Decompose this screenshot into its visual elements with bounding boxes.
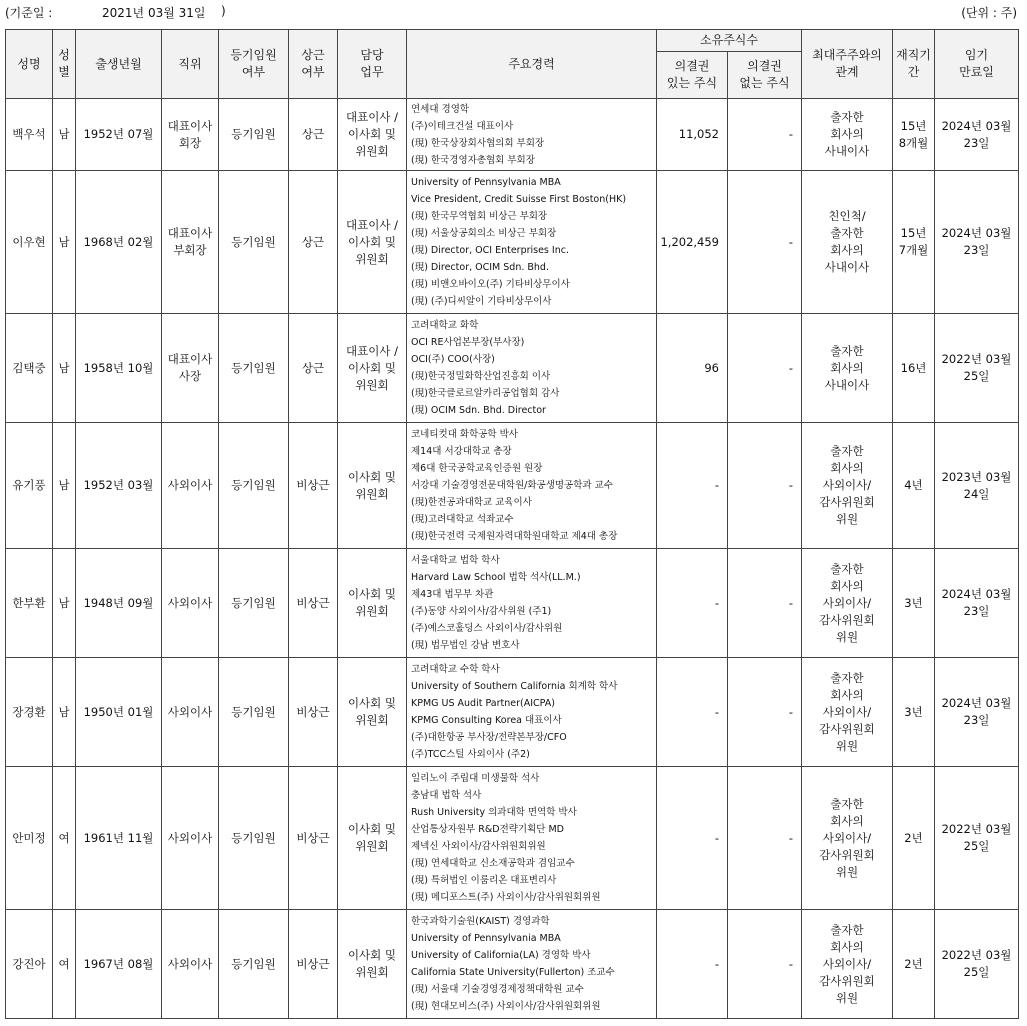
cell-nonvoting: - [728,99,802,171]
col-duty: 담당 업무 [338,30,407,99]
cell-tenure-line: 8개월 [898,135,929,150]
cell-position [162,658,219,767]
col-fulltime: 상근 여부 [289,30,338,99]
cell-career [407,99,657,171]
cell-term [935,99,1019,171]
cell-relation-line: 회사의 [830,813,864,828]
cell-relation-line: 사외이사/ [822,595,872,610]
cell-career-line: (現)고려대학교 석좌교수 [411,514,514,525]
cell-voting: 11,052 [657,99,728,171]
cell-tenure [893,99,935,171]
cell-relation-line: 출자한 [830,444,864,458]
cell-relation-line: 회사의 [830,578,864,593]
cell-career-line: University of Pennsylvania MBA [411,177,561,188]
cell-tenure-line: 3년 [904,595,923,610]
cell-tenure [893,658,935,767]
cell-career-line: 제14대 서강대학교 총장 [411,446,512,457]
cell-voting: - [657,767,728,910]
cell-tenure-line: 7개월 [898,243,929,257]
cell-career-line: (現)한국전력 국제원자력대학원대학교 제4대 총장 [411,531,618,542]
cell-relation-line: 위원 [835,990,859,1005]
cell-career-line: 제43대 법무부 차관 [411,589,494,600]
cell-registered: 등기임원 [219,767,289,910]
cell-career-line: 서강대 기술경영전문대학원/화공생명공학과 교수 [411,480,613,491]
cell-fulltime: 상근 [289,171,338,314]
col-voting: 의결권 있는 주식 [657,52,728,99]
cell-duty-line: 위원회 [355,486,389,501]
cell-duty [338,910,407,1019]
cell-career-line: 코네티컷대 화학공학 박사 [411,429,518,440]
cell-gender: 남 [53,658,76,767]
cell-relation-line: 감사위원회 [819,721,875,736]
cell-duty [338,767,407,910]
cell-nonvoting: - [728,423,802,549]
cell-career-line: (現) 비앤오바이오(주) 기타비상무이사 [411,279,570,290]
executive-table [5,29,1019,1019]
cell-relation-line: 위원 [835,738,859,753]
cell-tenure-line: 3년 [904,704,923,719]
cell-relation-line: 사외이사/ [822,830,872,845]
cell-duty-line: 이사회 및 [347,127,397,141]
cell-career-line: (現) Director, OCI Enterprises Inc. [411,245,569,256]
cell-birth: 1961년 11월 [76,767,162,910]
cell-position [162,99,219,171]
cell-term-line: 25일 [963,965,990,979]
cell-voting: 1,202,459 [657,171,728,314]
cell-nonvoting: - [728,171,802,314]
cell-career [407,767,657,910]
cell-relation-line: 출자한 [830,343,864,358]
cell-tenure-line: 2년 [904,830,923,845]
cell-duty-line: 이사회 및 [347,234,397,249]
cell-career-line: 제6대 한국공학교육인증원 원장 [411,463,543,474]
base-date-close: ) [221,4,226,18]
cell-birth: 1948년 09월 [76,549,162,658]
cell-name: 장경환 [6,658,53,767]
cell-position-line: 사외이사 [167,595,213,610]
cell-term-line: 23일 [963,243,990,257]
cell-duty [338,171,407,314]
cell-duty-line: 이사회 및 [347,696,397,710]
cell-relation-line: 출자한 [830,670,864,685]
cell-career-line: (現) 연세대학교 신소재공학과 겸임교수 [411,858,575,869]
cell-registered: 등기임원 [219,658,289,767]
cell-position-line: 사외이사 [167,830,213,845]
table-row [6,549,1019,658]
cell-relation-line: 출자한 [830,796,864,811]
cell-voting: - [657,549,728,658]
cell-career-line: (現) 메디포스트(주) 사외이사/감사위원회위원 [411,892,601,903]
cell-career-line: University of Pennsylvania MBA [411,933,561,944]
cell-relation-line: 출자한 [830,561,864,576]
cell-relation-line: 사내이사 [824,377,870,392]
cell-career [407,910,657,1019]
col-registered: 등기임원 여부 [219,30,289,99]
col-birth: 출생년월 [76,30,162,99]
cell-duty-line: 이사회 및 [347,469,397,484]
cell-name: 한부환 [6,549,53,658]
table-row [6,658,1019,767]
cell-relation-line: 출자한 [830,922,864,937]
cell-career-line: University of Southern California 회계학 학사 [411,681,618,692]
cell-career-line: (現) 서울상공회의소 비상근 부회장 [411,228,557,239]
cell-relation [802,314,893,423]
cell-voting: - [657,910,728,1019]
cell-career-line: (주)대한항공 부사장/전략본부장/CFO [411,732,567,743]
cell-term-line: 2024년 03월 [941,226,1012,240]
cell-position [162,423,219,549]
cell-relation [802,171,893,314]
cell-relation-line: 회사의 [830,360,864,375]
cell-fulltime: 비상근 [289,910,338,1019]
cell-career-line: (現) Director, OCIM Sdn. Bhd. [411,262,549,273]
cell-relation-line: 회사의 [830,939,864,954]
cell-duty [338,423,407,549]
cell-name: 김택중 [6,314,53,423]
cell-nonvoting: - [728,767,802,910]
cell-career-line: University of California(LA) 경영학 박사 [411,950,591,961]
cell-name: 이우현 [6,171,53,314]
cell-relation-line: 회사의 [830,243,864,257]
cell-term [935,549,1019,658]
cell-relation [802,767,893,910]
cell-duty-line: 이사회 및 [347,948,397,962]
cell-career-line: KPMG Consulting Korea 대표이사 [411,715,562,726]
cell-career-line: (現) OCIM Sdn. Bhd. Director [411,405,546,416]
cell-career-line: 고려대학교 화학 [411,320,479,331]
cell-gender: 여 [53,767,76,910]
cell-tenure-line: 16년 [900,360,927,375]
cell-name: 강진아 [6,910,53,1019]
cell-duty-line: 이사회 및 [347,822,397,836]
table-row [6,767,1019,910]
cell-registered: 등기임원 [219,910,289,1019]
cell-nonvoting: - [728,314,802,423]
table-row [6,99,1019,171]
cell-term [935,658,1019,767]
cell-term-line: 23일 [963,713,990,727]
cell-relation-line: 회사의 [830,461,864,475]
cell-relation [802,658,893,767]
cell-fulltime: 비상근 [289,423,338,549]
cell-relation-line: 감사위원회 [819,495,875,509]
cell-term [935,171,1019,314]
cell-term-line: 2023년 03월 [941,469,1012,484]
cell-relation [802,99,893,171]
cell-duty-line: 위원회 [355,604,389,618]
table-row [6,910,1019,1019]
cell-position-line: 대표이사 [167,118,213,133]
cell-relation-line: 사내이사 [824,260,870,274]
cell-career-line: (주)이테크건설 대표이사 [411,120,514,132]
cell-relation [802,549,893,658]
cell-nonvoting: - [728,658,802,767]
cell-career [407,423,657,549]
cell-position-line: 대표이사 [167,352,213,366]
cell-tenure [893,423,935,549]
cell-term [935,423,1019,549]
cell-position-line: 사외이사 [167,478,213,492]
cell-relation-line: 출자한 [830,110,864,124]
cell-gender: 남 [53,171,76,314]
cell-term-line: 25일 [963,369,990,383]
cell-name: 안미정 [6,767,53,910]
cell-birth: 1958년 10월 [76,314,162,423]
cell-relation-line: 감사위원회 [819,612,875,627]
unit-label: (단위 : 주) [961,6,1017,20]
cell-career-line: 서울대학교 법학 학사 [411,555,500,566]
cell-duty-line: 대표이사 / [346,110,398,124]
cell-birth: 1952년 03월 [76,423,162,549]
cell-career-line: Harvard Law School 법학 석사(LL.M.) [411,572,581,583]
cell-career [407,658,657,767]
cell-fulltime: 상근 [289,314,338,423]
cell-name: 백우석 [6,99,53,171]
col-nonvoting: 의결권 없는 주식 [728,52,802,99]
cell-career-line: (現) 한국무역협회 비상근 부회장 [411,211,548,222]
cell-position [162,767,219,910]
cell-relation [802,910,893,1019]
cell-career-line: (現)한전공과대학교 교육이사 [411,497,532,508]
cell-registered: 등기임원 [219,549,289,658]
cell-fulltime: 상근 [289,99,338,171]
cell-relation-line: 위원 [835,864,859,879]
cell-career-line: California State University(Fullerton) 조교수 [411,967,615,978]
cell-duty-line: 이사회 및 [347,360,397,375]
cell-term-line: 2022년 03월 [941,948,1012,962]
cell-duty-line: 대표이사 / [346,217,398,232]
cell-duty [338,314,407,423]
cell-career-line: KPMG US Audit Partner(AICPA) [411,698,555,709]
cell-duty-line: 위원회 [355,144,389,158]
cell-term-line: 23일 [963,604,990,618]
cell-career [407,171,657,314]
cell-relation-line: 사내이사 [824,144,870,158]
cell-voting: - [657,658,728,767]
cell-registered: 등기임원 [219,314,289,423]
cell-term-line: 2024년 03월 [941,118,1012,133]
cell-duty-line: 위원회 [355,839,389,853]
cell-term-line: 23일 [963,135,990,150]
cell-duty-line: 대표이사 / [346,343,398,358]
cell-relation-line: 사외이사/ [822,704,872,719]
cell-duty [338,99,407,171]
cell-position [162,549,219,658]
cell-position-line: 사외이사 [167,956,213,971]
cell-fulltime: 비상근 [289,658,338,767]
col-relation: 최대주주와의 관계 [802,30,893,99]
cell-relation-line: 회사의 [830,687,864,702]
col-career: 주요경력 [407,30,657,99]
cell-career-line: 일리노이 주립대 미생물학 석사 [411,773,540,784]
cell-duty-line: 이사회 및 [347,587,397,601]
cell-birth: 1968년 02월 [76,171,162,314]
col-shares: 소유주식수 [657,30,802,52]
cell-term [935,314,1019,423]
cell-position-line: 회장 [178,135,202,150]
col-name: 성명 [6,30,53,99]
cell-term-line: 2022년 03월 [941,352,1012,366]
cell-career-line: 제넥신 사외이사/감사위원회위원 [411,841,546,852]
cell-registered: 등기임원 [219,99,289,171]
cell-career-line: 산업통상자원부 R&D전략기획단 MD [411,824,564,835]
cell-relation [802,423,893,549]
cell-voting: 96 [657,314,728,423]
cell-duty-line: 위원회 [355,251,389,266]
cell-fulltime: 비상근 [289,767,338,910]
cell-career-line: 고려대학교 수학 학사 [411,664,500,675]
col-gender: 성 별 [53,30,76,99]
base-date: 2021년 03월 31일 [102,6,206,20]
cell-career-line: (現) 한국경영자총협회 부회장 [411,154,535,166]
cell-career-line: (現) 현대모비스(주) 사외이사/감사위원회위원 [411,1001,601,1012]
cell-name: 유기풍 [6,423,53,549]
cell-duty-line: 위원회 [355,377,389,392]
cell-position-line: 부회장 [173,243,207,257]
cell-career-line: (現) 특허법인 이룸리온 대표변리사 [411,875,557,886]
table-row [6,314,1019,423]
cell-relation-line: 위원 [835,512,859,526]
cell-position-line: 사장 [178,369,202,383]
cell-duty [338,549,407,658]
cell-tenure-line: 15년 [900,118,927,133]
cell-career-line: OCI RE사업본부장(부사장) [411,337,525,348]
cell-birth: 1952년 07월 [76,99,162,171]
cell-duty [338,658,407,767]
cell-career-line: (주)TCC스틸 사외이사 (주2) [411,749,530,760]
cell-duty-line: 위원회 [355,713,389,727]
cell-tenure [893,767,935,910]
cell-gender: 남 [53,314,76,423]
cell-tenure-line: 4년 [904,478,923,492]
cell-term [935,767,1019,910]
col-term: 임기 만료일 [935,30,1019,99]
cell-career-line: 충남대 법학 석사 [411,790,482,801]
cell-nonvoting: - [728,549,802,658]
cell-tenure [893,171,935,314]
cell-gender: 남 [53,423,76,549]
cell-relation-line: 친인척/ [828,209,866,223]
cell-duty-line: 위원회 [355,965,389,979]
cell-position [162,910,219,1019]
cell-relation-line: 회사의 [830,127,864,141]
cell-career-line: 한국과학기술원(KAIST) 경영과학 [411,916,550,927]
cell-position [162,314,219,423]
cell-registered: 등기임원 [219,423,289,549]
col-tenure: 재직기 간 [893,30,935,99]
cell-gender: 여 [53,910,76,1019]
cell-relation-line: 출자한 [830,226,864,240]
cell-gender: 남 [53,99,76,171]
cell-career-line: (주)예스코홀딩스 사외이사/감사위원 [411,623,563,634]
cell-tenure-line: 15년 [900,226,927,240]
cell-relation-line: 감사위원회 [819,847,875,862]
cell-term-line: 25일 [963,839,990,853]
table-row [6,423,1019,549]
cell-birth: 1950년 01월 [76,658,162,767]
cell-term [935,910,1019,1019]
cell-career-line: Rush University 의과대학 면역학 박사 [411,807,577,818]
cell-tenure [893,314,935,423]
cell-career [407,549,657,658]
cell-career-line: (現) (주)디씨알이 기타비상무이사 [411,296,552,307]
cell-term-line: 24일 [963,486,990,501]
cell-career-line: Vice President, Credit Suisse First Boston(HK) [411,194,627,205]
col-position: 직위 [162,30,219,99]
cell-tenure [893,549,935,658]
cell-career-line: OCI(주) COO(사장) [411,354,495,365]
cell-tenure [893,910,935,1019]
cell-relation-line: 사외이사/ [822,956,872,971]
cell-career-line: (現)한국정밀화학산업진흥회 이사 [411,371,551,382]
cell-voting: - [657,423,728,549]
cell-term-line: 2024년 03월 [941,696,1012,710]
cell-career-line: 연세대 경영학 [411,103,470,115]
cell-term-line: 2022년 03월 [941,822,1012,836]
cell-gender: 남 [53,549,76,658]
cell-birth: 1967년 08월 [76,910,162,1019]
cell-career-line: (現) 한국상장회사협의회 부회장 [411,137,545,149]
cell-career-line: (現) 법무법인 강남 변호사 [411,640,520,651]
report-header [5,4,1017,22]
cell-position [162,171,219,314]
cell-relation-line: 위원 [835,629,859,644]
cell-relation-line: 사외이사/ [822,478,872,492]
cell-position-line: 사외이사 [167,704,213,719]
cell-career-line: (現)한국클로르알카리공업협회 감사 [411,388,560,399]
cell-fulltime: 비상근 [289,549,338,658]
cell-registered: 등기임원 [219,171,289,314]
cell-term-line: 2024년 03월 [941,587,1012,601]
base-date-label: (기준일 : [5,6,53,20]
cell-tenure-line: 2년 [904,956,923,971]
cell-career [407,314,657,423]
cell-position-line: 대표이사 [167,226,213,240]
table-row [6,171,1019,314]
cell-career-line: (주)동양 사외이사/감사위원 (주1) [411,606,552,617]
cell-career-line: (現) 서울대 기술경영경제정책대학원 교수 [411,984,584,995]
cell-relation-line: 감사위원회 [819,973,875,988]
cell-nonvoting: - [728,910,802,1019]
